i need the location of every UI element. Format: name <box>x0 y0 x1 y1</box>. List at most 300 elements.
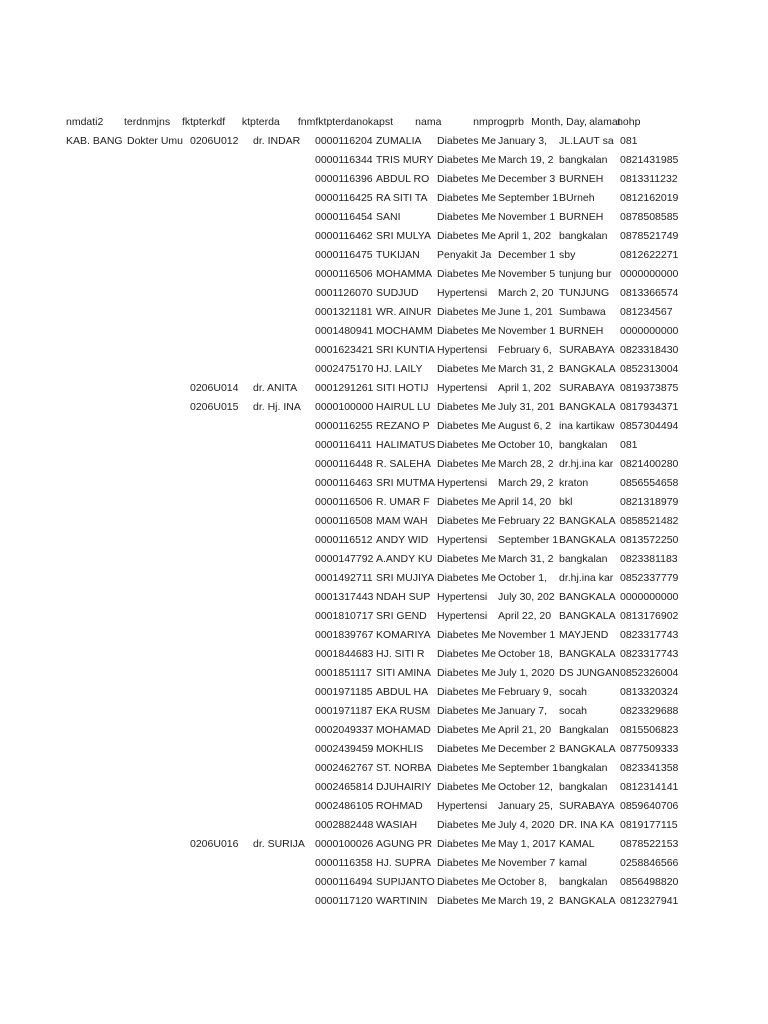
table-cell: SANI <box>376 211 401 223</box>
table-row <box>66 626 679 645</box>
column-header: ktpterda <box>241 116 280 128</box>
table-cell: 0000116463 <box>315 477 373 489</box>
table-cell: 0001851117 <box>315 667 372 679</box>
table-cell: SRI MUTMA <box>376 477 435 489</box>
table-cell: dr. Hj. INA <box>253 401 301 413</box>
column-header: fktpterkdf <box>181 116 226 128</box>
table-cell: 081 <box>620 135 638 147</box>
table-cell: EKA RUSM <box>376 705 431 717</box>
table-row <box>66 398 679 417</box>
table-cell: 0001971187 <box>315 705 373 717</box>
table-cell: 0812327941 <box>620 895 679 907</box>
table-cell: HJ. SITI R <box>376 648 425 660</box>
table-cell: Diabetes Me <box>437 268 496 280</box>
table-cell: 0819373875 <box>620 382 679 394</box>
table-cell: ANDY WID <box>376 534 429 546</box>
table-cell: Diabetes Me <box>437 439 496 451</box>
table-cell: 0258846566 <box>620 857 679 869</box>
column-header: Month, Day, <box>531 116 587 128</box>
table-cell: 0000116512 <box>315 534 373 546</box>
table-cell: bangkalan <box>559 876 608 888</box>
table-row <box>66 759 679 778</box>
table-row <box>66 664 679 683</box>
table-cell: 0813320324 <box>620 686 679 698</box>
table-cell: BANGKALA <box>559 515 616 527</box>
table-cell: 0812622271 <box>620 249 679 261</box>
table-cell: 0000116454 <box>315 211 373 223</box>
table-cell: AGUNG PR <box>376 838 433 850</box>
table-row <box>66 645 679 664</box>
table-row <box>66 379 679 398</box>
table-cell: 0000100000 <box>315 401 374 413</box>
table-cell: 0002475170 <box>315 363 374 375</box>
table-cell: BANGKALA <box>559 743 616 755</box>
table-cell: 081234567 <box>620 306 673 318</box>
table-cell: July 30, 202 <box>498 591 555 603</box>
table-cell: 0206U012 <box>190 135 239 147</box>
table-cell: 0001623421 <box>315 344 374 356</box>
table-cell: 0000117120 <box>315 895 373 907</box>
table-cell: SURABAYA <box>559 382 615 394</box>
table-cell: Diabetes Me <box>437 876 496 888</box>
column-header: nohp <box>617 116 641 128</box>
table-cell: Diabetes Me <box>437 648 496 660</box>
table-cell: BURNEH <box>559 211 604 223</box>
table-cell: BANGKALA <box>559 363 616 375</box>
table-cell: Diabetes Me <box>437 686 496 698</box>
table-cell: 0001839767 <box>315 629 374 641</box>
table-cell: 0000116425 <box>315 192 373 204</box>
table-cell: 0000116506 <box>315 268 373 280</box>
table-cell: January 25, <box>498 800 553 812</box>
table-cell: MOHAMMA <box>376 268 432 280</box>
table-cell: SRI MUJIYA <box>376 572 435 584</box>
table-cell: Diabetes Me <box>437 762 496 774</box>
table-cell: dr. ANITA <box>253 382 298 394</box>
table-cell: December 1 <box>498 249 556 261</box>
table-cell: 0000116255 <box>315 420 373 432</box>
table-cell: November 1 <box>498 629 556 641</box>
table-cell: WR. AINUR <box>376 306 432 318</box>
table-cell: 0856498820 <box>620 876 679 888</box>
table-cell: 0878521749 <box>620 230 679 242</box>
table-cell: 0000116204 <box>315 135 373 147</box>
table-cell: bangkalan <box>559 439 608 451</box>
table-cell: bangkalan <box>559 762 608 774</box>
table-cell: October 18, <box>498 648 553 660</box>
table-cell: Diabetes Me <box>437 173 496 185</box>
table-cell: November 7 <box>498 857 556 869</box>
table-cell: Diabetes Me <box>437 629 496 641</box>
table-cell: JL.LAUT sa <box>559 135 614 147</box>
table-cell: Hypertensi <box>437 591 488 603</box>
table-cell: 0001480941 <box>315 325 374 337</box>
table-cell: 0813176902 <box>620 610 679 622</box>
table-cell: Diabetes Me <box>437 306 496 318</box>
table-cell: 0819177115 <box>620 819 678 831</box>
table-row <box>66 436 676 455</box>
table-cell: Diabetes Me <box>437 325 496 337</box>
column-header: nmdati2 <box>66 116 104 128</box>
column-header: alamat <box>589 116 621 128</box>
table-row <box>66 189 679 208</box>
table-cell: March 29, 2 <box>498 477 554 489</box>
table-cell: 0877509333 <box>620 743 679 755</box>
table-cell: 0878508585 <box>620 211 679 223</box>
table-cell: 0206U014 <box>190 382 239 394</box>
column-header: terdnmjns <box>123 116 171 128</box>
table-cell: September 1 <box>498 762 559 774</box>
table-cell: SURABAYA <box>559 800 615 812</box>
table-cell: Hypertensi <box>437 800 488 812</box>
table-cell: February 22 <box>498 515 555 527</box>
table-cell: October 12, <box>498 781 553 793</box>
table-cell: 0859640706 <box>620 800 679 812</box>
table-cell: Hypertensi <box>437 610 488 622</box>
table-cell: BURNEH <box>559 325 604 337</box>
table-cell: 0823381183 <box>620 553 678 565</box>
table-cell: 0823341358 <box>620 762 679 774</box>
table-cell: 0000116508 <box>315 515 373 527</box>
table-cell: December 2 <box>498 743 556 755</box>
table-cell: 0002882448 <box>315 819 374 831</box>
table-cell: bkl <box>559 496 573 508</box>
table-cell: HJ. SUPRA <box>376 857 431 869</box>
table-cell: Hypertensi <box>437 287 488 299</box>
table-cell: 0000116344 <box>315 154 373 166</box>
table-cell: R. UMAR F <box>376 496 430 508</box>
table-cell: bangkalan <box>559 230 608 242</box>
table-cell: HALIMATUS <box>376 439 436 451</box>
table-cell: 0001126070 <box>315 287 373 299</box>
table-row <box>66 170 676 189</box>
table-cell: November 1 <box>498 211 556 223</box>
table-cell: Diabetes Me <box>437 230 496 242</box>
table-cell: KAMAL <box>559 838 595 850</box>
table-cell: TUKIJAN <box>376 249 420 261</box>
table-cell: dr.hj.ina kar <box>559 458 614 470</box>
table-cell: BANGKALA <box>559 534 616 546</box>
table-cell: Hypertensi <box>437 382 488 394</box>
column-header: nmprogprb <box>473 116 524 128</box>
table-cell: BANGKALA <box>559 401 616 413</box>
column-header: nama <box>415 116 442 128</box>
table-cell: Sumbawa <box>559 306 606 318</box>
table-cell: Dokter Umu <box>127 135 184 147</box>
table-cell: December 3 <box>498 173 556 185</box>
table-cell: January 3, <box>498 135 548 147</box>
table-cell: Diabetes Me <box>437 667 496 679</box>
table-cell: ABDUL HA <box>376 686 429 698</box>
table-cell: 0000116475 <box>315 249 373 261</box>
table-cell: July 31, 201 <box>498 401 555 413</box>
table-cell: Hypertensi <box>437 534 488 546</box>
table-cell: Diabetes Me <box>437 363 496 375</box>
table-cell: 0813366574 <box>620 287 679 299</box>
table-cell: October 10, <box>498 439 553 451</box>
table-cell: DR. INA KA <box>559 819 614 831</box>
table-cell: 0852326004 <box>620 667 679 679</box>
table-row <box>66 683 679 702</box>
table-cell: April 21, 20 <box>498 724 552 736</box>
table-cell: Bangkalan <box>559 724 609 736</box>
table-cell: 0000000000 <box>620 268 679 280</box>
table-cell: ROHMAD <box>376 800 423 812</box>
table-cell: Diabetes Me <box>437 401 496 413</box>
table-cell: 0000000000 <box>620 325 679 337</box>
table-cell: 0000100026 <box>315 838 374 850</box>
table-cell: REZANO P <box>376 420 430 432</box>
table-cell: 0000116462 <box>315 230 373 242</box>
table-cell: 0878522153 <box>620 838 679 850</box>
table-cell: September 1 <box>498 192 559 204</box>
table-cell: MOCHAMM <box>376 325 433 337</box>
table-cell: September 1 <box>498 534 559 546</box>
table-cell: SITI HOTIJ <box>376 382 429 394</box>
table-cell: tunjung bur <box>559 268 612 280</box>
table-cell: 081 <box>620 439 638 451</box>
table-row <box>66 284 679 303</box>
table-row <box>66 892 679 911</box>
table-cell: Diabetes Me <box>437 572 496 584</box>
table-cell: July 4, 2020 <box>498 819 555 831</box>
table-cell: March 31, 2 <box>498 363 554 375</box>
header-row <box>66 113 676 132</box>
table-row <box>66 303 676 322</box>
table-cell: 0206U015 <box>190 401 239 413</box>
table-cell: March 19, 2 <box>498 895 554 907</box>
table-cell: MOKHLIS <box>376 743 424 755</box>
table-row <box>66 873 679 892</box>
table-cell: 0002486105 <box>315 800 374 812</box>
table-row <box>66 835 679 854</box>
table-cell: 0821318979 <box>620 496 679 508</box>
table-row <box>66 740 679 759</box>
table-cell: Diabetes Me <box>437 211 496 223</box>
table-row <box>66 493 679 512</box>
table-cell: 0002049337 <box>315 724 374 736</box>
table-cell: 0002439459 <box>315 743 374 755</box>
table-cell: TRIS MURY <box>376 154 434 166</box>
table-cell: 0000000000 <box>620 591 679 603</box>
table-cell: 0817934371 <box>620 401 679 413</box>
table-cell: R. SALEHA <box>376 458 431 470</box>
table-cell: May 1, 2017 <box>498 838 556 850</box>
table-cell: 0000116358 <box>315 857 373 869</box>
table-cell: 0000116506 <box>315 496 373 508</box>
table-cell: socah <box>559 686 588 698</box>
table-cell: sby <box>559 249 576 261</box>
table-cell: Diabetes Me <box>437 838 496 850</box>
table-cell: March 28, 2 <box>498 458 554 470</box>
table-row <box>66 322 679 341</box>
table-cell: 0002462767 <box>315 762 374 774</box>
table-row <box>66 721 679 740</box>
table-cell: 0000116411 <box>315 439 372 451</box>
table-cell: kraton <box>559 477 589 489</box>
table-cell: 0813572250 <box>620 534 679 546</box>
table-cell: socah <box>559 705 588 717</box>
table-cell: 0000116448 <box>315 458 373 470</box>
table-cell: January 7, <box>498 705 548 717</box>
table-cell: 0815506823 <box>620 724 679 736</box>
table-cell: Hypertensi <box>437 477 488 489</box>
table-row <box>66 151 679 170</box>
table-row <box>66 569 679 588</box>
table-cell: Diabetes Me <box>437 154 496 166</box>
table-cell: RA SITI TA <box>376 192 428 204</box>
table-row <box>66 702 679 721</box>
table-row <box>66 455 679 474</box>
table-cell: SITI AMINA <box>376 667 431 679</box>
table-cell: Diabetes Me <box>437 857 496 869</box>
table-cell: 0852337779 <box>620 572 679 584</box>
table-row <box>66 778 679 797</box>
table-row <box>66 854 679 873</box>
table-cell: July 1, 2020 <box>498 667 555 679</box>
table-cell: BURNEH <box>559 173 604 185</box>
table-cell: February 6, <box>498 344 552 356</box>
table-cell: March 31, 2 <box>498 553 554 565</box>
table-cell: 0000116396 <box>315 173 373 185</box>
table-cell: 0812314141 <box>620 781 679 793</box>
table-cell: October 1, <box>498 572 548 584</box>
table-cell: SRI GEND <box>376 610 427 622</box>
table-cell: 0001317443 <box>315 591 374 603</box>
column-header: fnmfktpterda <box>297 116 357 128</box>
table-row <box>66 512 679 531</box>
table-cell: MOHAMAD <box>376 724 431 736</box>
table-cell: BANGKALA <box>559 648 616 660</box>
table-cell: April 1, 202 <box>498 382 552 394</box>
table-row <box>66 550 676 569</box>
table-cell: 0001492711 <box>315 572 373 584</box>
table-row <box>66 208 679 227</box>
table-cell: 0001810717 <box>315 610 374 622</box>
table-cell: ABDUL RO <box>376 173 430 185</box>
table-cell: NDAH SUP <box>376 591 431 603</box>
table-cell: SRI KUNTIA <box>376 344 435 356</box>
table-row <box>66 474 679 493</box>
table-row <box>66 531 679 550</box>
table-cell: Diabetes Me <box>437 553 496 565</box>
table-cell: April 22, 20 <box>498 610 552 622</box>
table-cell: 0823329688 <box>620 705 679 717</box>
table-cell: April 14, 20 <box>498 496 552 508</box>
table-cell: dr. INDAR <box>253 135 301 147</box>
table-cell: SURABAYA <box>559 344 615 356</box>
table-cell: MAYJEND <box>559 629 609 641</box>
table-row <box>66 265 679 284</box>
table-cell: Diabetes Me <box>437 781 496 793</box>
table-cell: April 1, 202 <box>498 230 552 242</box>
table-cell: 0001971185 <box>315 686 373 698</box>
table-cell: Diabetes Me <box>437 135 496 147</box>
table-cell: Penyakit Ja <box>437 249 492 261</box>
table-row <box>66 132 676 151</box>
table-cell: 0206U016 <box>190 838 239 850</box>
table-cell: A.ANDY KU <box>376 553 433 565</box>
table-cell: March 19, 2 <box>498 154 554 166</box>
table-body <box>66 132 679 911</box>
table-cell: 0823317743 <box>620 629 679 641</box>
table-cell: Diabetes Me <box>437 819 496 831</box>
table-cell: DS JUNGAN <box>559 667 620 679</box>
table-cell: October 8, <box>498 876 548 888</box>
table-cell: 0001321181 <box>315 306 373 318</box>
table-cell: Diabetes Me <box>437 192 496 204</box>
table-cell: bangkalan <box>559 781 608 793</box>
table-cell: Diabetes Me <box>437 724 496 736</box>
table-cell: 0001291261 <box>315 382 374 394</box>
table-cell: August 6, 2 <box>498 420 552 432</box>
table-cell: ina kartikaw <box>559 420 615 432</box>
table-cell: KOMARIYA <box>376 629 431 641</box>
table-cell: BANGKALA <box>559 610 616 622</box>
table-row <box>66 588 679 607</box>
table-row <box>66 341 679 360</box>
table-cell: SRI MULYA <box>376 230 432 242</box>
table-cell: 0852313004 <box>620 363 679 375</box>
table-cell: 0002465814 <box>315 781 374 793</box>
table-row <box>66 816 676 835</box>
table-cell: 0856554658 <box>620 477 679 489</box>
table-cell: kamal <box>559 857 588 869</box>
table-row <box>66 417 679 436</box>
table-cell: TUNJUNG <box>559 287 610 299</box>
table-cell: June 1, 201 <box>498 306 553 318</box>
table-cell: bangkalan <box>559 154 608 166</box>
table-cell: 0813311232 <box>620 173 678 185</box>
table-cell: Diabetes Me <box>437 743 496 755</box>
table-cell: November 5 <box>498 268 556 280</box>
table-cell: 0000116494 <box>315 876 373 888</box>
table-cell: Diabetes Me <box>437 515 496 527</box>
column-header: nokapst <box>356 116 394 128</box>
table-cell: bangkalan <box>559 553 608 565</box>
table-cell: 0858521482 <box>620 515 679 527</box>
table-cell: Diabetes Me <box>437 496 496 508</box>
table-cell: March 2, 20 <box>498 287 554 299</box>
table-cell: Hypertensi <box>437 344 488 356</box>
table-cell: BANGKALA <box>559 591 616 603</box>
table-cell: SUPIJANTO <box>376 876 435 888</box>
table-cell: 0821431985 <box>620 154 679 166</box>
table-cell: February 9, <box>498 686 552 698</box>
table-cell: ZUMALIA <box>376 135 422 147</box>
table-cell: 0857304494 <box>620 420 679 432</box>
table-cell: 0823317743 <box>620 648 679 660</box>
table-cell: November 1 <box>498 325 556 337</box>
table-cell: HJ. LAILY <box>376 363 423 375</box>
table-cell: BUrneh <box>559 192 595 204</box>
table-row <box>66 246 679 265</box>
table-cell: 0823318430 <box>620 344 679 356</box>
table-row <box>66 607 679 626</box>
table-cell: WASIAH <box>376 819 418 831</box>
table-cell: HAIRUL LU <box>376 401 431 413</box>
table-cell: 0001844683 <box>315 648 374 660</box>
table-cell: KAB. BANG <box>66 135 123 147</box>
table-cell: Diabetes Me <box>437 458 496 470</box>
table-cell: WARTININ <box>376 895 428 907</box>
table-cell: Diabetes Me <box>437 420 496 432</box>
table-cell: 0821400280 <box>620 458 679 470</box>
table-row <box>66 227 679 246</box>
table-row <box>66 360 679 379</box>
table-cell: MAM WAH <box>376 515 428 527</box>
table-cell: SUDJUD <box>376 287 419 299</box>
